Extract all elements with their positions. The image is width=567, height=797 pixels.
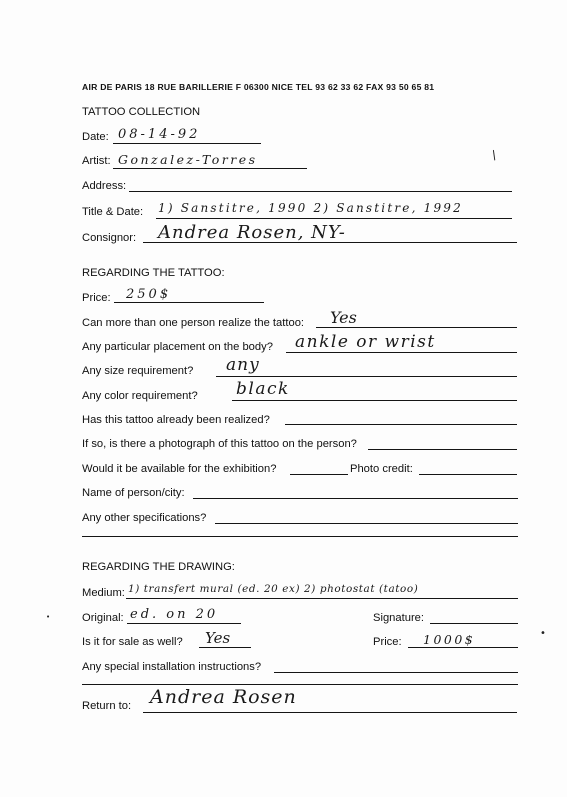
other-specs-label: Any other specifications? [82, 512, 207, 524]
size-value: any [226, 355, 260, 375]
artist-line [113, 168, 307, 169]
tattoo-price-value: 250$ [126, 287, 172, 302]
placement-label: Any particular placement on the body? [82, 341, 273, 353]
drawing-price-line [408, 647, 518, 648]
placement-line [286, 352, 517, 353]
other-specs-line [215, 523, 518, 524]
artist-value: Gonzalez-Torres [118, 152, 258, 167]
consignor-value: Andrea Rosen, NY- [158, 222, 346, 243]
original-value: ed. on 20 [130, 607, 219, 622]
artist-label: Artist: [82, 155, 111, 167]
signature-label: Signature: [373, 612, 424, 624]
for-sale-value: Yes [205, 629, 231, 647]
form-title: TATTOO COLLECTION [82, 106, 201, 118]
installation-label: Any special installation instructions? [82, 661, 262, 673]
tattoo-price-label: Price: [82, 292, 111, 304]
letterhead: AIR DE PARIS 18 RUE BARILLERIE F 06300 NICE TEL 93 62 33 62 FAX 93 50 65 81 [82, 82, 435, 92]
for-sale-line [199, 647, 251, 648]
color-label: Any color requirement? [82, 390, 198, 402]
tattoo-price-line [114, 302, 264, 303]
medium-label: Medium: [82, 587, 125, 599]
original-label: Original: [82, 612, 124, 624]
return-to-label: Return to: [82, 700, 132, 712]
drawing-price-value: 1000$ [423, 632, 476, 647]
more-than-one-label: Can more than one person realize the tattoo: [82, 317, 305, 329]
pen-stroke-mark: / [489, 147, 499, 163]
consignor-label: Consignor: [82, 232, 137, 244]
other-specs-line-2 [82, 536, 518, 537]
photo-credit-label: Photo credit: [350, 463, 413, 475]
ink-dot-mark: • [540, 628, 546, 639]
return-to-value: Andrea Rosen [150, 686, 297, 708]
tattoo-section-heading: REGARDING THE TATTOO: [82, 267, 225, 279]
realized-line [285, 424, 517, 425]
drawing-section-heading: REGARDING THE DRAWING: [82, 561, 235, 573]
photograph-line [368, 449, 517, 450]
installation-line-2 [82, 684, 518, 685]
more-than-one-line [316, 327, 517, 328]
medium-value: 1) transfert mural (ed. 20 ex) 2) photostat (tatoo) [128, 583, 419, 595]
original-line [127, 623, 241, 624]
title-date-value: 1) Sanstitre, 1990 2) Sanstitre, 1992 [158, 201, 463, 215]
placement-value: ankle or wrist [295, 332, 436, 352]
photo-credit-line [419, 474, 517, 475]
date-line [113, 143, 261, 144]
exhibition-line [290, 474, 348, 475]
return-to-line [143, 712, 517, 713]
realized-label: Has this tattoo already been realized? [82, 414, 270, 426]
date-value: 08-14-92 [118, 127, 201, 142]
address-label: Address: [82, 180, 127, 192]
name-city-label: Name of person/city: [82, 487, 185, 499]
name-city-line [193, 498, 518, 499]
for-sale-label: Is it for sale as well? [82, 636, 183, 648]
installation-line [274, 672, 518, 673]
color-value: black [236, 379, 290, 399]
photograph-label: If so, is there a photograph of this tattoo on the person? [82, 438, 357, 450]
exhibition-label: Would it be available for the exhibition? [82, 463, 277, 475]
title-date-label: Title & Date: [82, 206, 144, 218]
drawing-price-label: Price: [373, 636, 402, 648]
title-date-line [156, 218, 512, 219]
more-than-one-value: Yes [330, 308, 357, 327]
ink-dot-mark-left: • [46, 613, 51, 621]
date-label: Date: [82, 131, 109, 143]
signature-line [430, 623, 518, 624]
size-label: Any size requirement? [82, 365, 194, 377]
size-line [216, 376, 517, 377]
color-line [232, 400, 517, 401]
address-line [129, 191, 512, 192]
medium-line [126, 598, 518, 599]
